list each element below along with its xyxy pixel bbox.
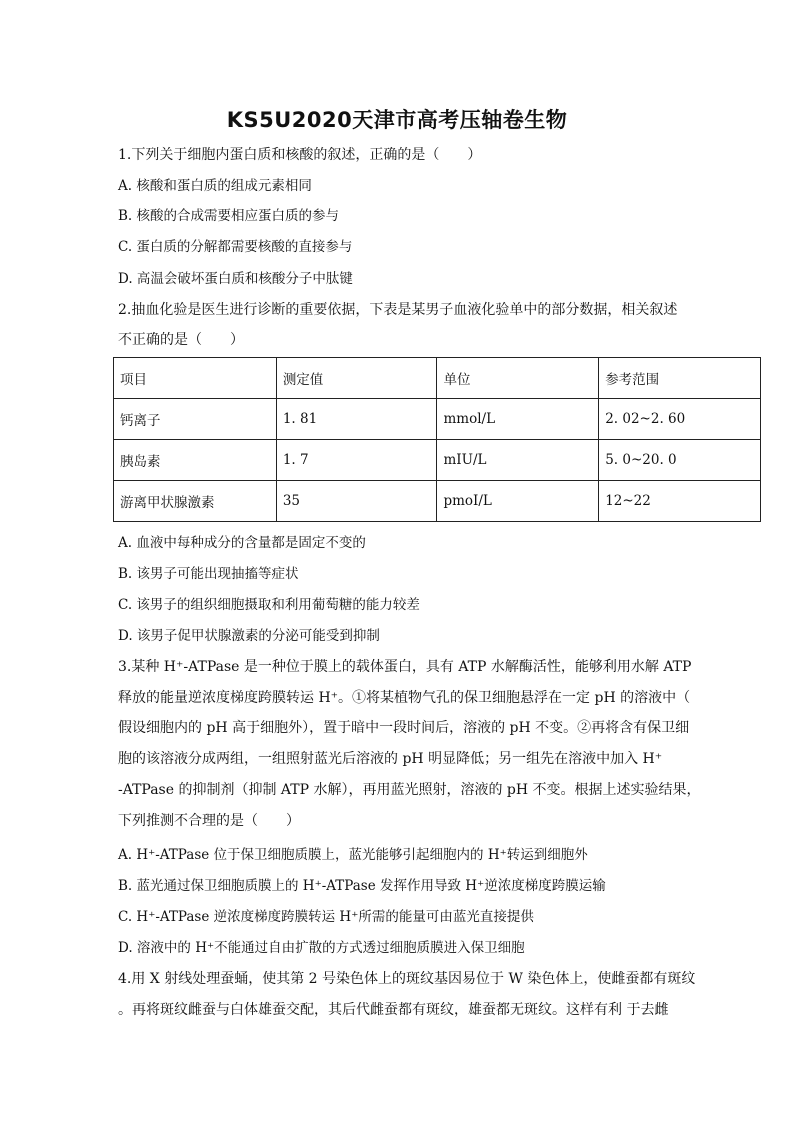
question-3-option-c: C. H⁺-ATPase 逆浓度梯度跨膜转运 H⁺所需的能量可由蓝光直接提供 <box>118 909 534 925</box>
question-2-option-d: D. 该男子促甲状腺激素的分泌可能受到抑制 <box>118 628 380 644</box>
table-cell: 1. 7 <box>276 440 437 481</box>
question-3-option-a: A. H⁺-ATPase 位于保卫细胞质膜上，蓝光能够引起细胞内的 H⁺转运到细胞外 <box>118 847 588 863</box>
question-3-stem-line-6: 下列推测不合理的是（ ） <box>118 813 300 829</box>
table-header-cell: 项目 <box>114 358 277 399</box>
table-cell: 2. 02~2. 60 <box>599 399 761 440</box>
table-cell: 游离甲状腺激素 <box>114 481 277 522</box>
table-cell: pmoI/L <box>437 481 599 522</box>
question-3-stem-line-4: 胞的该溶液分成两组，一组照射蓝光后溶液的 pH 明显降低；另一组先在溶液中加入 H⁺ <box>118 751 663 767</box>
table-header-cell: 参考范围 <box>599 358 761 399</box>
table-cell: mmol/L <box>437 399 599 440</box>
question-3-stem-line-1: 3.某种 H⁺-ATPase 是一种位于膜上的载体蛋白，具有 ATP 水解酶活性，能够利用水解 ATP <box>118 659 692 675</box>
question-2-stem-line-1: 2.抽血化验是医生进行诊断的重要依据，下表是某男子血液化验单中的部分数据，相关叙述 <box>118 302 678 318</box>
question-3-stem-line-5: -ATPase 的抑制剂（抑制 ATP 水解），再用蓝光照射，溶液的 pH 不变。根据上述实验结果， <box>118 782 701 798</box>
table-cell: 1. 81 <box>276 399 437 440</box>
question-4-stem-line-2: 。再将斑纹雌蚕与白体雄蚕交配，其后代雌蚕都有斑纹，雄蚕都无斑纹。这样有利 于去雌 <box>118 1002 669 1018</box>
table-cell: 12~22 <box>599 481 761 522</box>
page-title: KS5U2020天津市高考压轴卷生物 <box>226 108 568 132</box>
question-1-option-d: D. 高温会破坏蛋白质和核酸分子中肽键 <box>118 271 353 287</box>
question-3-stem-line-3: 假设细胞内的 pH 高于细胞外），置于暗中一段时间后，溶液的 pH 不变。②再将含有保卫细 <box>118 720 690 736</box>
question-2-stem-line-2: 不正确的是（ ） <box>118 332 244 348</box>
blood-test-table <box>113 357 761 522</box>
table-cell: mIU/L <box>437 440 599 481</box>
table-header-cell: 单位 <box>437 358 599 399</box>
question-2-option-c: C. 该男子的组织细胞摄取和利用葡萄糖的能力较差 <box>118 597 420 613</box>
question-1-option-b: B. 核酸的合成需要相应蛋白质的参与 <box>118 208 340 224</box>
table-row <box>114 399 761 440</box>
table-cell: 胰岛素 <box>114 440 277 481</box>
question-4-stem-line-1: 4.用 X 射线处理蚕蛹，使其第 2 号染色体上的斑纹基因易位于 W 染色体上，使雌蚕都有斑纹 <box>118 971 696 987</box>
table-cell: 35 <box>276 481 437 522</box>
question-2-option-b: B. 该男子可能出现抽搐等症状 <box>118 566 299 582</box>
table-cell: 钙离子 <box>114 399 277 440</box>
table-cell: 5. 0~20. 0 <box>599 440 761 481</box>
table-row <box>114 481 761 522</box>
question-1-stem: 1.下列关于细胞内蛋白质和核酸的叙述，正确的是（ ） <box>118 147 482 163</box>
table-header-cell: 测定值 <box>276 358 437 399</box>
question-3-stem-line-2: 释放的能量逆浓度梯度跨膜转运 H⁺。①将某植物气孔的保卫细胞悬浮在一定 pH 的溶液中（ <box>118 690 691 706</box>
question-2-option-a: A. 血液中每种成分的含量都是固定不变的 <box>118 535 366 551</box>
table-header-row <box>114 358 761 399</box>
question-1-option-c: C. 蛋白质的分解都需要核酸的直接参与 <box>118 239 353 255</box>
table-row <box>114 440 761 481</box>
question-3-option-d: D. 溶液中的 H⁺不能通过自由扩散的方式透过细胞质膜进入保卫细胞 <box>118 940 525 956</box>
question-3-option-b: B. 蓝光通过保卫细胞质膜上的 H⁺-ATPase 发挥作用导致 H⁺逆浓度梯度跨膜运输 <box>118 878 606 894</box>
question-1-option-a: A. 核酸和蛋白质的组成元素相同 <box>118 178 312 194</box>
